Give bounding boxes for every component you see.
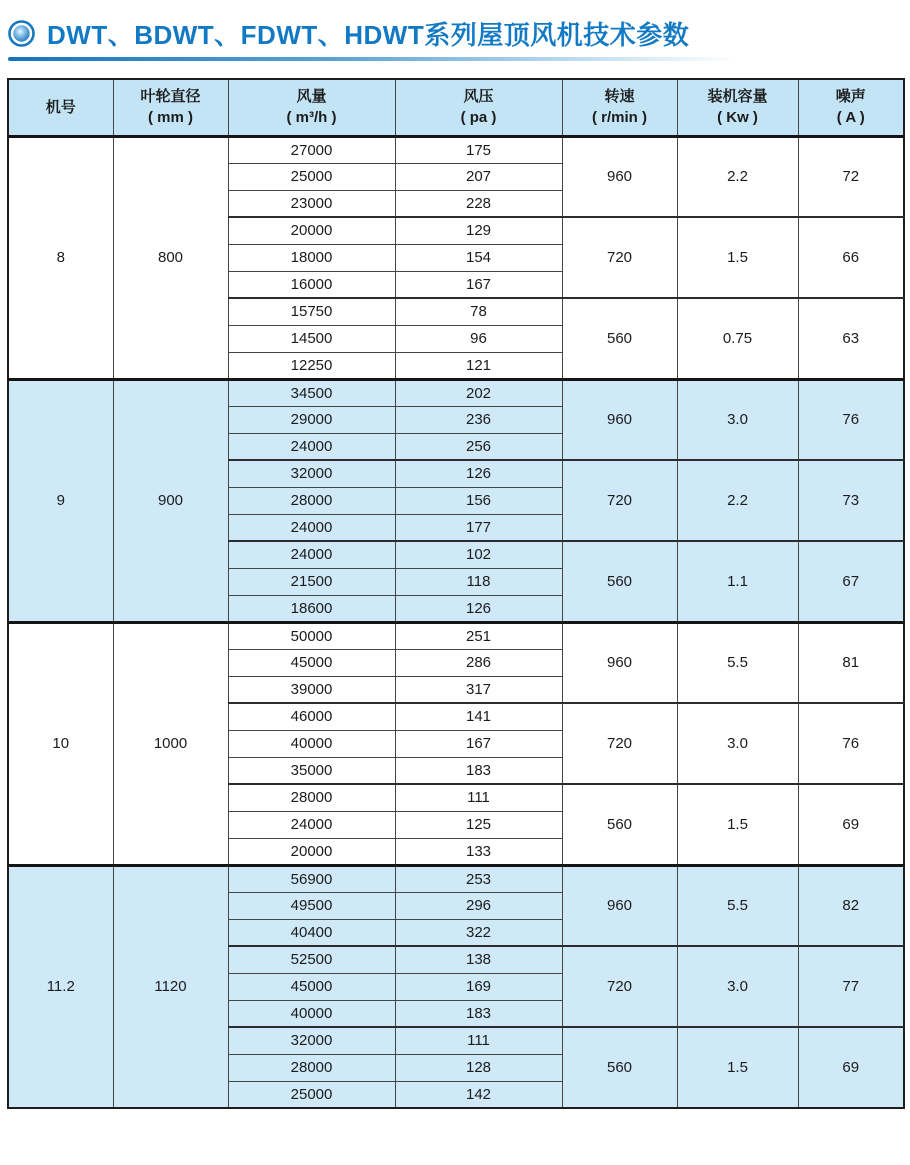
pressure-cell: 286 [395, 649, 562, 676]
pressure-cell: 125 [395, 811, 562, 838]
pressure-cell: 175 [395, 136, 562, 163]
noise-cell: 82 [798, 865, 904, 946]
header-speed-unit: ( r/min ) [592, 109, 647, 127]
airflow-cell: 49500 [228, 892, 395, 919]
speed-cell: 960 [562, 622, 677, 703]
pressure-cell: 317 [395, 676, 562, 703]
speed-cell: 960 [562, 379, 677, 460]
pressure-cell: 169 [395, 973, 562, 1000]
airflow-cell: 20000 [228, 217, 395, 244]
airflow-cell: 18000 [228, 244, 395, 271]
header-pressure-label: 风压 [463, 88, 494, 106]
airflow-cell: 28000 [228, 784, 395, 811]
speed-cell: 560 [562, 1027, 677, 1108]
pressure-cell: 156 [395, 487, 562, 514]
airflow-cell: 18600 [228, 595, 395, 622]
airflow-cell: 28000 [228, 1054, 395, 1081]
pressure-cell: 154 [395, 244, 562, 271]
header-airflow-unit: ( m³/h ) [286, 109, 337, 127]
airflow-cell: 35000 [228, 757, 395, 784]
page-title-row [0, 0, 910, 52]
speed-cell: 560 [562, 298, 677, 379]
pressure-cell: 126 [395, 595, 562, 622]
speed-cell: 960 [562, 865, 677, 946]
title-underline [8, 57, 753, 61]
pressure-cell: 141 [395, 703, 562, 730]
noise-cell: 76 [798, 379, 904, 460]
header-model-label: 机号 [45, 98, 76, 116]
airflow-cell: 50000 [228, 622, 395, 649]
page-title: DWT、BDWT、FDWT、HDWT系列屋顶风机技术参数 [47, 20, 690, 50]
power-cell: 2.2 [677, 136, 798, 217]
airflow-cell: 21500 [228, 568, 395, 595]
diameter-cell: 1120 [113, 865, 228, 1108]
header-row [8, 79, 904, 136]
pressure-cell: 296 [395, 892, 562, 919]
airflow-cell: 45000 [228, 649, 395, 676]
airflow-cell: 12250 [228, 352, 395, 379]
table-body [8, 136, 904, 1108]
bullseye-bullet-icon [8, 20, 35, 47]
airflow-cell: 28000 [228, 487, 395, 514]
pressure-cell: 129 [395, 217, 562, 244]
table-header [8, 79, 904, 136]
header-power [677, 79, 798, 136]
header-pressure [395, 79, 562, 136]
pressure-cell: 202 [395, 379, 562, 406]
table-row [8, 379, 904, 406]
header-diameter [113, 79, 228, 136]
pressure-cell: 253 [395, 865, 562, 892]
airflow-cell: 29000 [228, 406, 395, 433]
header-power-unit: ( Kw ) [717, 109, 758, 127]
speed-cell: 720 [562, 460, 677, 541]
header-model [8, 79, 113, 136]
airflow-cell: 25000 [228, 1081, 395, 1108]
header-speed-label: 转速 [604, 88, 635, 106]
pressure-cell: 102 [395, 541, 562, 568]
airflow-cell: 24000 [228, 433, 395, 460]
diameter-cell: 1000 [113, 622, 228, 865]
power-cell: 3.0 [677, 703, 798, 784]
pressure-cell: 322 [395, 919, 562, 946]
noise-cell: 76 [798, 703, 904, 784]
power-cell: 3.0 [677, 946, 798, 1027]
model-cell: 10 [8, 622, 113, 865]
pressure-cell: 111 [395, 784, 562, 811]
airflow-cell: 40400 [228, 919, 395, 946]
airflow-cell: 34500 [228, 379, 395, 406]
header-speed [562, 79, 677, 136]
noise-cell: 69 [798, 1027, 904, 1108]
noise-cell: 73 [798, 460, 904, 541]
noise-cell: 67 [798, 541, 904, 622]
airflow-cell: 52500 [228, 946, 395, 973]
pressure-cell: 183 [395, 757, 562, 784]
power-cell: 1.5 [677, 1027, 798, 1108]
airflow-cell: 23000 [228, 190, 395, 217]
pressure-cell: 177 [395, 514, 562, 541]
pressure-cell: 128 [395, 1054, 562, 1081]
header-airflow-label: 风量 [296, 88, 327, 106]
pressure-cell: 126 [395, 460, 562, 487]
header-diameter-unit: ( mm ) [148, 109, 193, 127]
airflow-cell: 40000 [228, 730, 395, 757]
noise-cell: 81 [798, 622, 904, 703]
airflow-cell: 16000 [228, 271, 395, 298]
noise-cell: 66 [798, 217, 904, 298]
pressure-cell: 121 [395, 352, 562, 379]
airflow-cell: 24000 [228, 811, 395, 838]
airflow-cell: 40000 [228, 1000, 395, 1027]
noise-cell: 72 [798, 136, 904, 217]
power-cell: 1.5 [677, 217, 798, 298]
header-noise [798, 79, 904, 136]
header-diameter-label: 叶轮直径 [140, 88, 201, 106]
speed-cell: 720 [562, 217, 677, 298]
power-cell: 3.0 [677, 379, 798, 460]
pressure-cell: 118 [395, 568, 562, 595]
airflow-cell: 32000 [228, 1027, 395, 1054]
pressure-cell: 228 [395, 190, 562, 217]
noise-cell: 69 [798, 784, 904, 865]
model-cell: 8 [8, 136, 113, 379]
diameter-cell: 800 [113, 136, 228, 379]
pressure-cell: 133 [395, 838, 562, 865]
pressure-cell: 138 [395, 946, 562, 973]
pressure-cell: 167 [395, 730, 562, 757]
speed-cell: 560 [562, 784, 677, 865]
power-cell: 2.2 [677, 460, 798, 541]
airflow-cell: 24000 [228, 541, 395, 568]
airflow-cell: 39000 [228, 676, 395, 703]
pressure-cell: 256 [395, 433, 562, 460]
model-cell: 9 [8, 379, 113, 622]
speed-cell: 720 [562, 703, 677, 784]
pressure-cell: 78 [395, 298, 562, 325]
header-noise-label: 噪声 [835, 88, 866, 106]
header-airflow [228, 79, 395, 136]
noise-cell: 77 [798, 946, 904, 1027]
airflow-cell: 45000 [228, 973, 395, 1000]
power-cell: 5.5 [677, 865, 798, 946]
pressure-cell: 96 [395, 325, 562, 352]
airflow-cell: 24000 [228, 514, 395, 541]
model-cell: 11.2 [8, 865, 113, 1108]
power-cell: 1.1 [677, 541, 798, 622]
airflow-cell: 32000 [228, 460, 395, 487]
airflow-cell: 56900 [228, 865, 395, 892]
pressure-cell: 183 [395, 1000, 562, 1027]
fan-spec-table [7, 78, 905, 1109]
power-cell: 0.75 [677, 298, 798, 379]
speed-cell: 960 [562, 136, 677, 217]
power-cell: 1.5 [677, 784, 798, 865]
header-pressure-unit: ( pa ) [460, 109, 497, 127]
airflow-cell: 20000 [228, 838, 395, 865]
pressure-cell: 236 [395, 406, 562, 433]
pressure-cell: 142 [395, 1081, 562, 1108]
diameter-cell: 900 [113, 379, 228, 622]
table-row [8, 136, 904, 163]
pressure-cell: 251 [395, 622, 562, 649]
airflow-cell: 25000 [228, 163, 395, 190]
pressure-cell: 207 [395, 163, 562, 190]
power-cell: 5.5 [677, 622, 798, 703]
speed-cell: 720 [562, 946, 677, 1027]
airflow-cell: 15750 [228, 298, 395, 325]
table-row [8, 622, 904, 649]
header-power-label: 装机容量 [707, 88, 768, 106]
pressure-cell: 167 [395, 271, 562, 298]
speed-cell: 560 [562, 541, 677, 622]
header-noise-unit: ( A ) [836, 109, 865, 127]
noise-cell: 63 [798, 298, 904, 379]
airflow-cell: 27000 [228, 136, 395, 163]
table-row [8, 865, 904, 892]
airflow-cell: 46000 [228, 703, 395, 730]
airflow-cell: 14500 [228, 325, 395, 352]
pressure-cell: 111 [395, 1027, 562, 1054]
